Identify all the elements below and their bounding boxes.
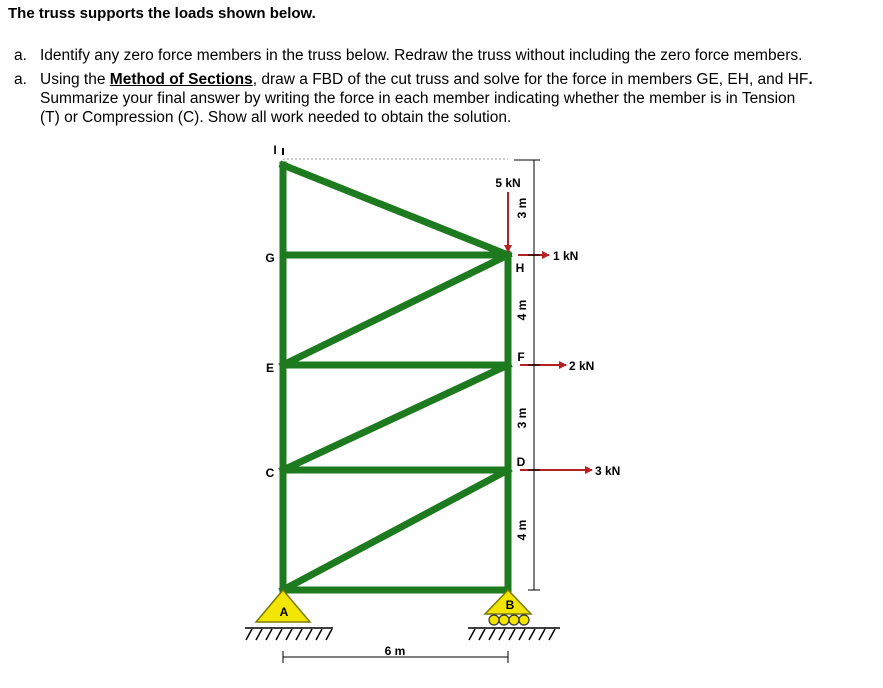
- question-period: .: [808, 71, 813, 88]
- load-label-3kn: 3 kN: [595, 464, 621, 478]
- question-marker: a.: [14, 71, 27, 88]
- question-marker: a.: [14, 47, 27, 64]
- node-label-h: H: [515, 261, 525, 275]
- member-ih: [283, 165, 508, 255]
- load-label-1kn: 1 kN: [553, 249, 579, 263]
- question-text: Identify any zero force members in the truss below. Redraw the truss without including the zero force members.: [40, 47, 803, 64]
- node-label-b: B: [505, 598, 515, 612]
- ground-hatch-b: [468, 628, 560, 640]
- roller-wheels: [489, 615, 529, 625]
- member-cf: [283, 365, 508, 470]
- dimension-label-4m-bottom: 4 m: [515, 519, 529, 541]
- node-label-f: F: [517, 350, 525, 364]
- dimension-label-6m: 6 m: [384, 644, 406, 658]
- node-label-d: D: [516, 455, 526, 469]
- node-label-g: G: [265, 251, 275, 265]
- method-of-sections-text: Method of Sections: [109, 71, 253, 88]
- node-label-a: A: [279, 605, 289, 619]
- question-line-2: Summarize your final answer by writing the force in each member indicating whether the member is in Tension: [40, 90, 796, 107]
- member-ad: [283, 470, 508, 590]
- question-text-after: , draw a FBD of the cut truss and solve for the force in members GE, EH, and HF: [252, 71, 809, 88]
- question-text-before: Using the: [40, 71, 110, 88]
- dimension-label-4m-upper: 4 m: [515, 299, 529, 321]
- member-eh: [283, 255, 508, 365]
- question-line-3: (T) or Compression (C). Show all work needed to obtain the solution.: [40, 109, 512, 126]
- load-label-5kn: 5 kN: [495, 176, 521, 190]
- dimension-label-3m-top: 3 m: [515, 197, 529, 219]
- node-label-i: I: [273, 143, 277, 157]
- node-label-e: E: [265, 361, 275, 375]
- dimension-label-3m-lower: 3 m: [515, 407, 529, 429]
- load-label-2kn: 2 kN: [569, 359, 595, 373]
- node-label-c: C: [265, 466, 275, 480]
- ground-hatch-a: [245, 628, 333, 640]
- problem-title: The truss supports the loads shown below.: [8, 5, 316, 22]
